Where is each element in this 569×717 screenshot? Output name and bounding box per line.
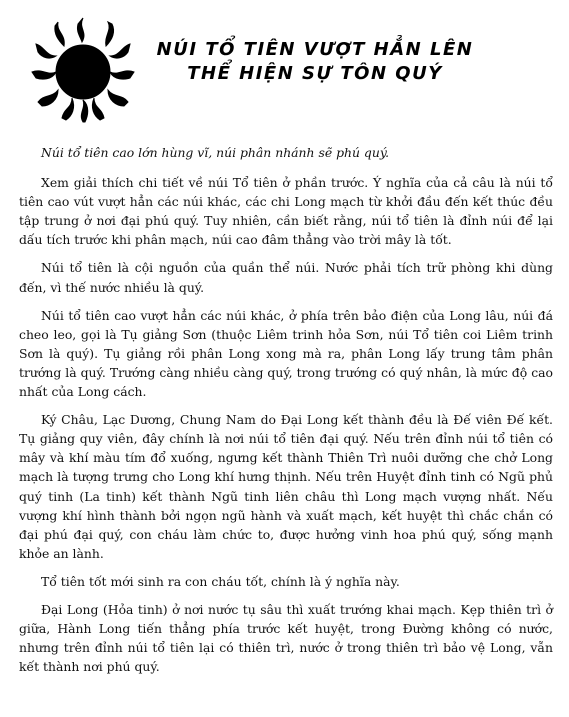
- lead-quote: Núi tổ tiên cao lớn hùng vĩ, núi phân nhánh sẽ phú quý.: [41, 145, 390, 160]
- paragraph-3: Núi tổ tiên cao vượt hẳn các núi khác, ở phía trên bảo điện của Long lâu, núi đá cheo leo, gọi là Tụ giảng Sơn (thuộc Liêm trinh hỏa Sơn, núi Tổ tiên coi Liêm trinh Sơn là quý). Tụ giảng rồi phân Long xong mà ra, phân Long lấy trung tâm phân trướng là quý. Trướng càng nhiều càng quý, trong trướng có quý nhân, là mức độ cao nhất của Long cách.: [19, 307, 553, 400]
- article-body: [19, 143, 553, 685]
- chapter-title: [150, 38, 480, 86]
- page-header: [0, 0, 569, 130]
- paragraph-2: Núi tổ tiên là cội nguồn của quần thể núi. Nước phải tích trữ phòng khi dùng đến, vì thế nước nhiều là quý.: [19, 260, 553, 295]
- paragraph-5: Tổ tiên tốt mới sinh ra con cháu tốt, chính là ý nghĩa này.: [41, 573, 400, 589]
- title-line-2: THỂ HIỆN SỰ TÔN QUÝ: [187, 63, 443, 84]
- paragraph-6: Đại Long (Hỏa tinh) ở nơi nước tụ sâu thì xuất trướng khai mạch. Kẹp thiên trì ở giữa, Hành Long tiến thẳng phía trước kết huyệt, trong Đường không có nước, nhưng trên đỉnh núi tổ tiên lại có thiên trì, nước ở trong thiên trì bảo vệ Long, vẫn kết thành nơi phú quý.: [19, 601, 553, 675]
- paragraph-4: Ký Châu, Lạc Dương, Chung Nam do Đại Long kết thành đều là Đế viên Đế kết. Tụ giảng quy viên, đây chính là nơi núi tổ tiên đại quý. Nếu trên đỉnh núi tổ tiên có mây và khí màu tím đổ xuống, ngưng kết thành Thiên Trì nuôi dưỡng che chở Long mạch là tượng trưng cho Long khí hưng thịnh. Nếu trên Huyệt đỉnh tinh có Ngũ phủ quý tinh (La tinh) kết thành Ngũ tinh liên châu thì Long mạch vượng nhất. Nếu vượng khí hình thành bởi ngọn ngũ hành và xuất mạch, kết huyệt thì chắc chắn có đại phú đại quý, con cháu làm chức to, được hưởng vinh hoa phú quý, sống mạnh khỏe an lành.: [19, 412, 553, 561]
- paragraph-1: Xem giải thích chi tiết về núi Tổ tiên ở phần trước. Ý nghĩa của cả câu là núi tổ tiên cao vút vượt hẳn các núi khác, các chi Long mạch từ khởi đầu đến kết thúc đều tập trung ở nơi đại phú quý. Tuy nhiên, cần biết rằng, núi tổ tiên là đỉnh núi để lại dấu tích trước khi phân mạch, núi cao đâm thẳng vào trời mây là tốt.: [19, 175, 553, 248]
- title-line-1: NÚI TỔ TIÊN VƯỢT HẲN LÊN: [156, 39, 474, 60]
- black-sun-icon: [28, 14, 138, 124]
